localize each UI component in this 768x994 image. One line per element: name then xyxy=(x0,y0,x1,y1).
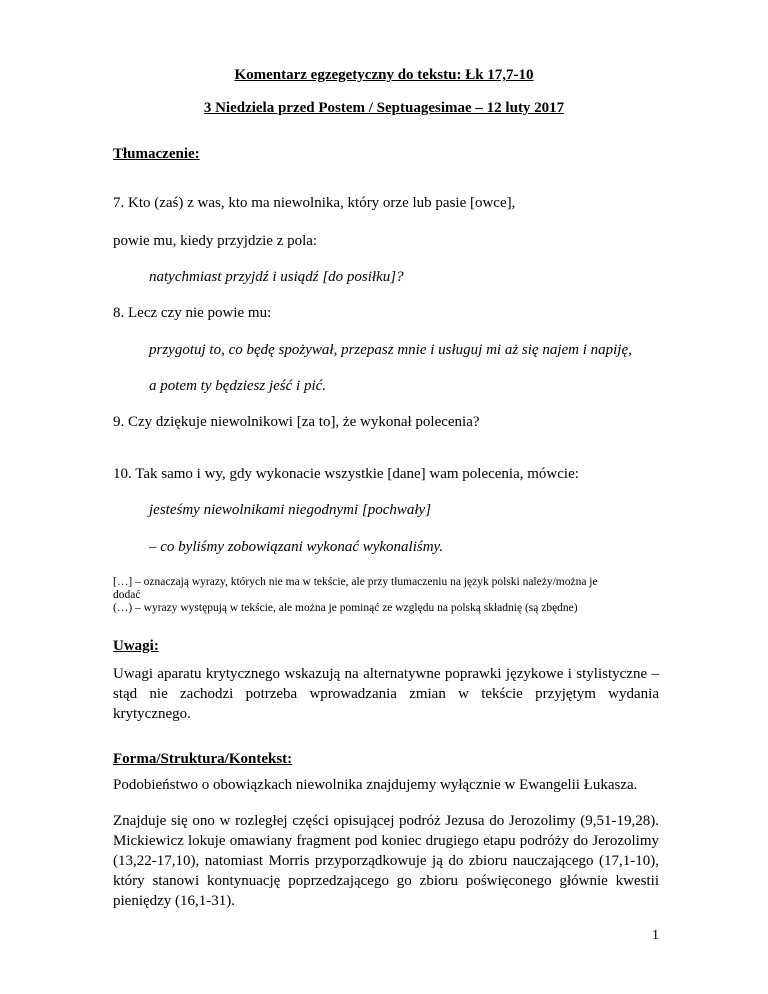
form-paragraph-1: Podobieństwo o obowiązkach niewolnika znajdujemy wyłącznie w Ewangelii Łukasza. xyxy=(113,777,638,793)
verse-10b: jesteśmy niewolnikami niegodnymi [pochwały] xyxy=(149,502,432,518)
remarks-heading: Uwagi: xyxy=(113,638,159,654)
translation-heading: Tłumaczenie: xyxy=(113,146,200,162)
page-number: 1 xyxy=(652,928,659,943)
form-paragraph-2: Znajduje się ono w rozległej części opisującej podróż Jezusa do Jerozolimy (9,51-19,28). Mickiewicz lokuje omawiany fragment pod koniec drugiego etapu podróży do Jerozolimy (13,22-17,10), natomiast Morris przyporządkowuje ją do zbioru nauczającego (17,1-10), który stanowi kontynuację poprzedzającego go zbioru poświęconego głównie kwestii pieniędzy (16,1-31). xyxy=(113,813,659,909)
verse-7b: powie mu, kiedy przyjdzie z pola: xyxy=(113,233,318,249)
form-heading: Forma/Struktura/Kontekst: xyxy=(113,751,293,767)
verse-7a: 7. Kto (zaś) z was, kto ma niewolnika, który orze lub pasie [owce], xyxy=(113,195,516,211)
verse-8a: 8. Lecz czy nie powie mu: xyxy=(113,305,272,321)
document-subtitle: 3 Niedziela przed Postem / Septuagesimae – 12 luty 2017 xyxy=(203,100,565,116)
verse-9: 9. Czy dziękuje niewolnikowi [za to], że wykonał polecenia? xyxy=(113,414,480,430)
footnote-brackets: […] – oznaczają wyrazy, których nie ma w tekście, ale przy tłumaczeniu na język polski należy/można je xyxy=(113,576,598,588)
verse-10a: 10. Tak samo i wy, gdy wykonacie wszystkie [dane] wam polecenia, mówcie: xyxy=(113,466,579,482)
remarks-paragraph: Uwagi aparatu krytycznego wskazują na alternatywne poprawki językowe i stylistyczne – stąd nie zachodzi potrzeba wprowadzania zmian w tekście przyjętym wydania krytycznego. xyxy=(113,666,659,722)
document-title: Komentarz egzegetyczny do tekstu: Łk 17,7-10 xyxy=(234,67,534,83)
verse-8c: a potem ty będziesz jeść i pić. xyxy=(149,378,327,394)
verse-10c: – co byliśmy zobowiązani wykonać wykonaliśmy. xyxy=(149,539,444,555)
verse-7c: natychmiast przyjdź i usiądź [do posiłku]? xyxy=(149,269,404,285)
verse-8b: przygotuj to, co będę spożywał, przepasz mnie i usługuj mi aż się najem i napiję, xyxy=(149,342,632,358)
footnote-brackets-cont: dodać xyxy=(113,589,141,601)
footnote-parentheses: (…) – wyrazy występują w tekście, ale można je pominąć ze względu na polską składnię (są zbędne) xyxy=(113,602,578,614)
